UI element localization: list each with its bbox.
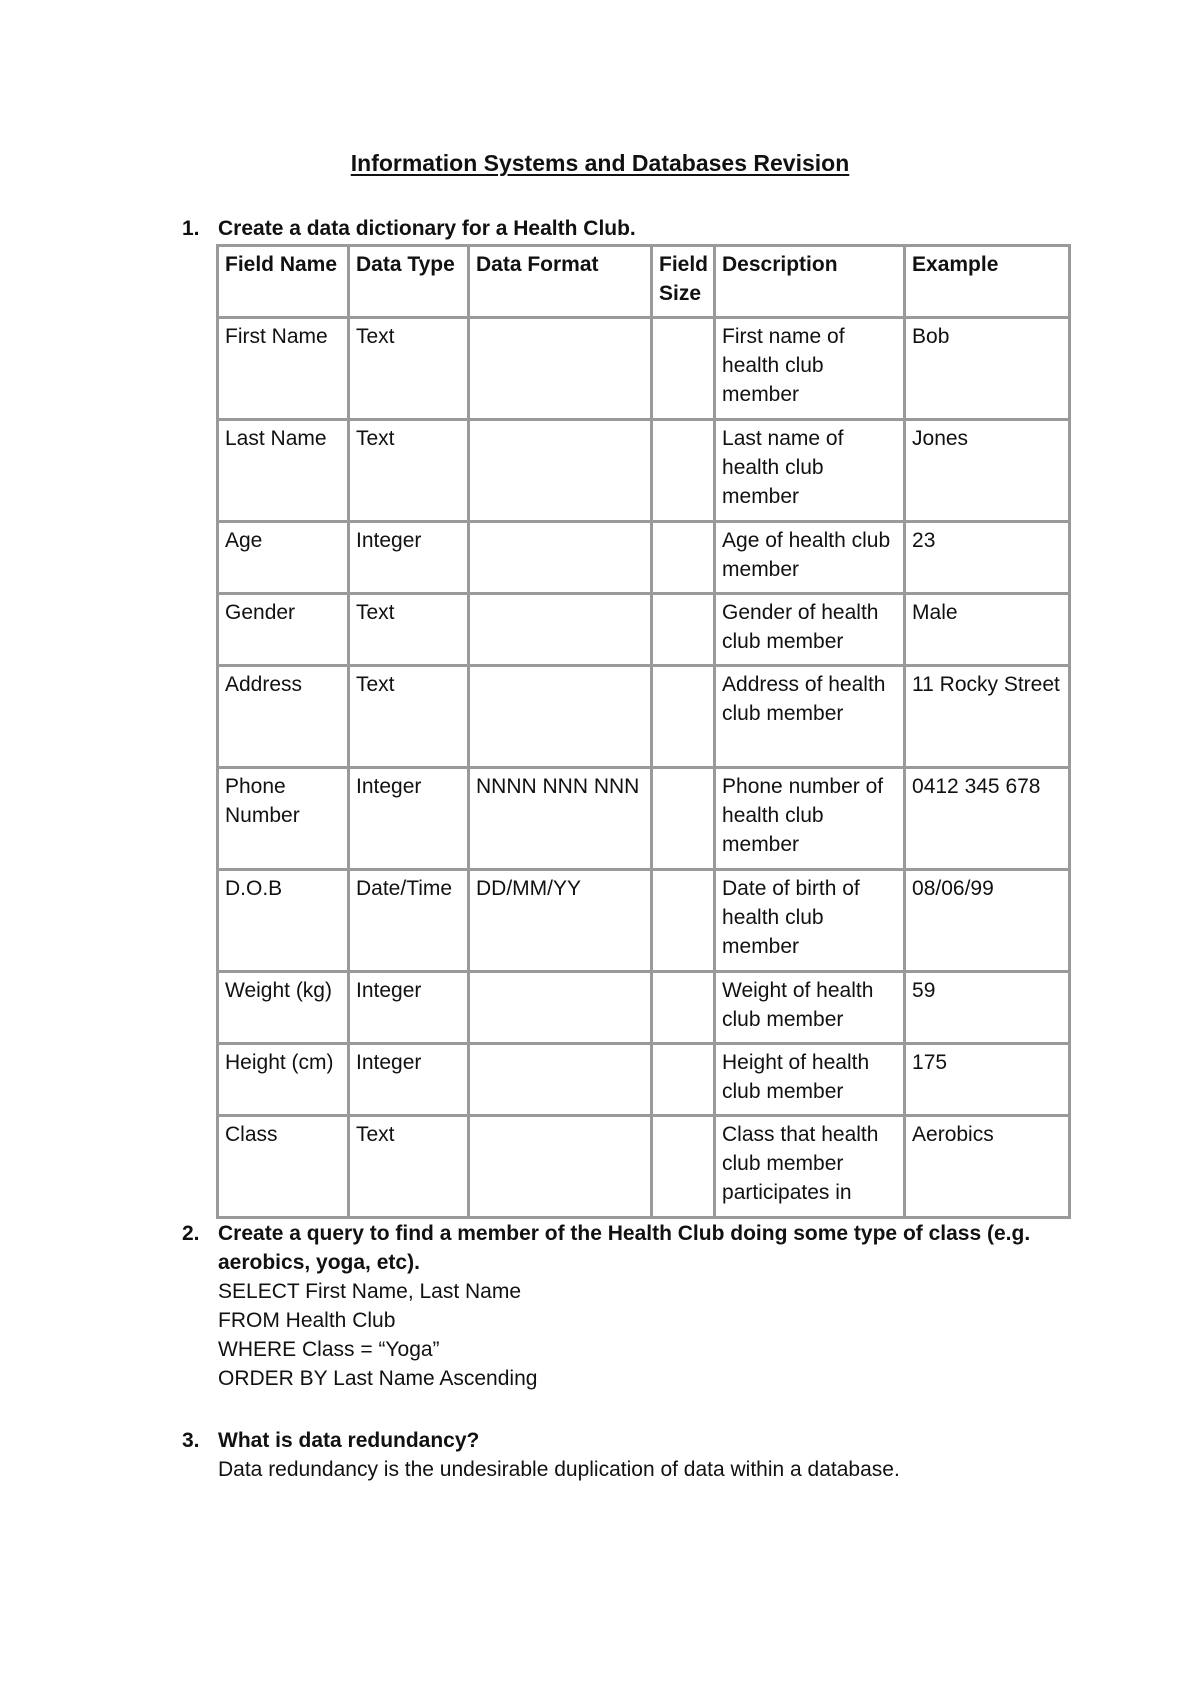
cell-field-name: Address [218, 666, 349, 768]
cell-example: 11 Rocky Street [905, 666, 1070, 768]
cell-data-type: Integer [349, 972, 469, 1044]
cell-data-type: Integer [349, 522, 469, 594]
cell-data-format [469, 594, 652, 666]
cell-example: Bob [905, 318, 1070, 420]
cell-example: 175 [905, 1044, 1070, 1116]
cell-data-type: Text [349, 420, 469, 522]
cell-field-size [652, 318, 715, 420]
document-title: Information Systems and Databases Revision [350, 150, 850, 176]
table-row [218, 594, 1070, 666]
cell-description: Height of health club member [715, 1044, 905, 1116]
cell-field-name: Age [218, 522, 349, 594]
cell-data-format [469, 420, 652, 522]
cell-description: Weight of health club member [715, 972, 905, 1044]
table-row [218, 768, 1070, 870]
cell-data-format [469, 1116, 652, 1218]
cell-field-name: Last Name [218, 420, 349, 522]
table-row [218, 522, 1070, 594]
question-text: What is data redundancy? [218, 1429, 480, 1452]
answer-text: Data redundancy is the undesirable duplication of data within a database. [218, 1458, 900, 1481]
cell-example: Male [905, 594, 1070, 666]
cell-data-type: Integer [349, 1044, 469, 1116]
cell-field-size [652, 420, 715, 522]
question-3 [182, 1426, 1082, 1484]
cell-description: Phone number of health club member [715, 768, 905, 870]
cell-example: Jones [905, 420, 1070, 522]
cell-description: Last name of health club member [715, 420, 905, 522]
table-header-row [218, 246, 1070, 318]
cell-field-name: Gender [218, 594, 349, 666]
cell-field-name: First Name [218, 318, 349, 420]
cell-field-size [652, 1116, 715, 1218]
header-description: Description [715, 246, 905, 318]
cell-data-format [469, 1044, 652, 1116]
question-text: Create a query to find a member of the Health Club doing some type of class (e.g. aerobics, yoga, etc). [218, 1222, 1031, 1274]
table-row [218, 870, 1070, 972]
cell-field-name: Height (cm) [218, 1044, 349, 1116]
header-field-size: Field Size [652, 246, 715, 318]
question-1 [182, 214, 1082, 243]
cell-data-format: NNNN NNN NNN [469, 768, 652, 870]
cell-data-type: Text [349, 594, 469, 666]
cell-description: Gender of health club member [715, 594, 905, 666]
cell-field-size [652, 522, 715, 594]
cell-description: Age of health club member [715, 522, 905, 594]
cell-data-type: Text [349, 318, 469, 420]
cell-field-size [652, 768, 715, 870]
query-line-order-by: ORDER BY Last Name Ascending [218, 1367, 538, 1390]
cell-data-format [469, 318, 652, 420]
cell-field-name: Class [218, 1116, 349, 1218]
table-row [218, 666, 1070, 768]
cell-data-type: Integer [349, 768, 469, 870]
cell-field-name: Phone Number [218, 768, 349, 870]
header-data-format: Data Format [469, 246, 652, 318]
question-2 [182, 1219, 1082, 1393]
cell-example: 23 [905, 522, 1070, 594]
cell-data-type: Text [349, 666, 469, 768]
question-number: 2. [182, 1222, 200, 1245]
table-row [218, 1116, 1070, 1218]
query-line-select: SELECT First Name, Last Name [218, 1280, 522, 1303]
cell-example: Aerobics [905, 1116, 1070, 1218]
table-row [218, 420, 1070, 522]
cell-field-size [652, 1044, 715, 1116]
cell-data-type: Text [349, 1116, 469, 1218]
cell-data-format [469, 972, 652, 1044]
cell-data-format: DD/MM/YY [469, 870, 652, 972]
cell-description: Class that health club member participates in [715, 1116, 905, 1218]
table-row [218, 972, 1070, 1044]
cell-field-size [652, 666, 715, 768]
cell-field-size [652, 870, 715, 972]
cell-field-name: D.O.B [218, 870, 349, 972]
header-example: Example [905, 246, 1070, 318]
cell-field-name: Weight (kg) [218, 972, 349, 1044]
header-field-name: Field Name [218, 246, 349, 318]
question-number: 1. [182, 217, 200, 240]
cell-field-size [652, 594, 715, 666]
table-row [218, 318, 1070, 420]
header-data-type: Data Type [349, 246, 469, 318]
cell-data-format [469, 666, 652, 768]
table-row [218, 1044, 1070, 1116]
query-line-from: FROM Health Club [218, 1309, 396, 1332]
question-text: Create a data dictionary for a Health Club. [218, 217, 636, 240]
cell-description: Address of health club member [715, 666, 905, 768]
cell-example: 0412 345 678 [905, 768, 1070, 870]
cell-data-format [469, 522, 652, 594]
cell-example: 59 [905, 972, 1070, 1044]
cell-description: Date of birth of health club member [715, 870, 905, 972]
query-line-where: WHERE Class = “Yoga” [218, 1338, 440, 1361]
cell-example: 08/06/99 [905, 870, 1070, 972]
question-number: 3. [182, 1429, 200, 1452]
data-dictionary-table [216, 244, 1071, 1219]
cell-field-size [652, 972, 715, 1044]
cell-description: First name of health club member [715, 318, 905, 420]
cell-data-type: Date/Time [349, 870, 469, 972]
